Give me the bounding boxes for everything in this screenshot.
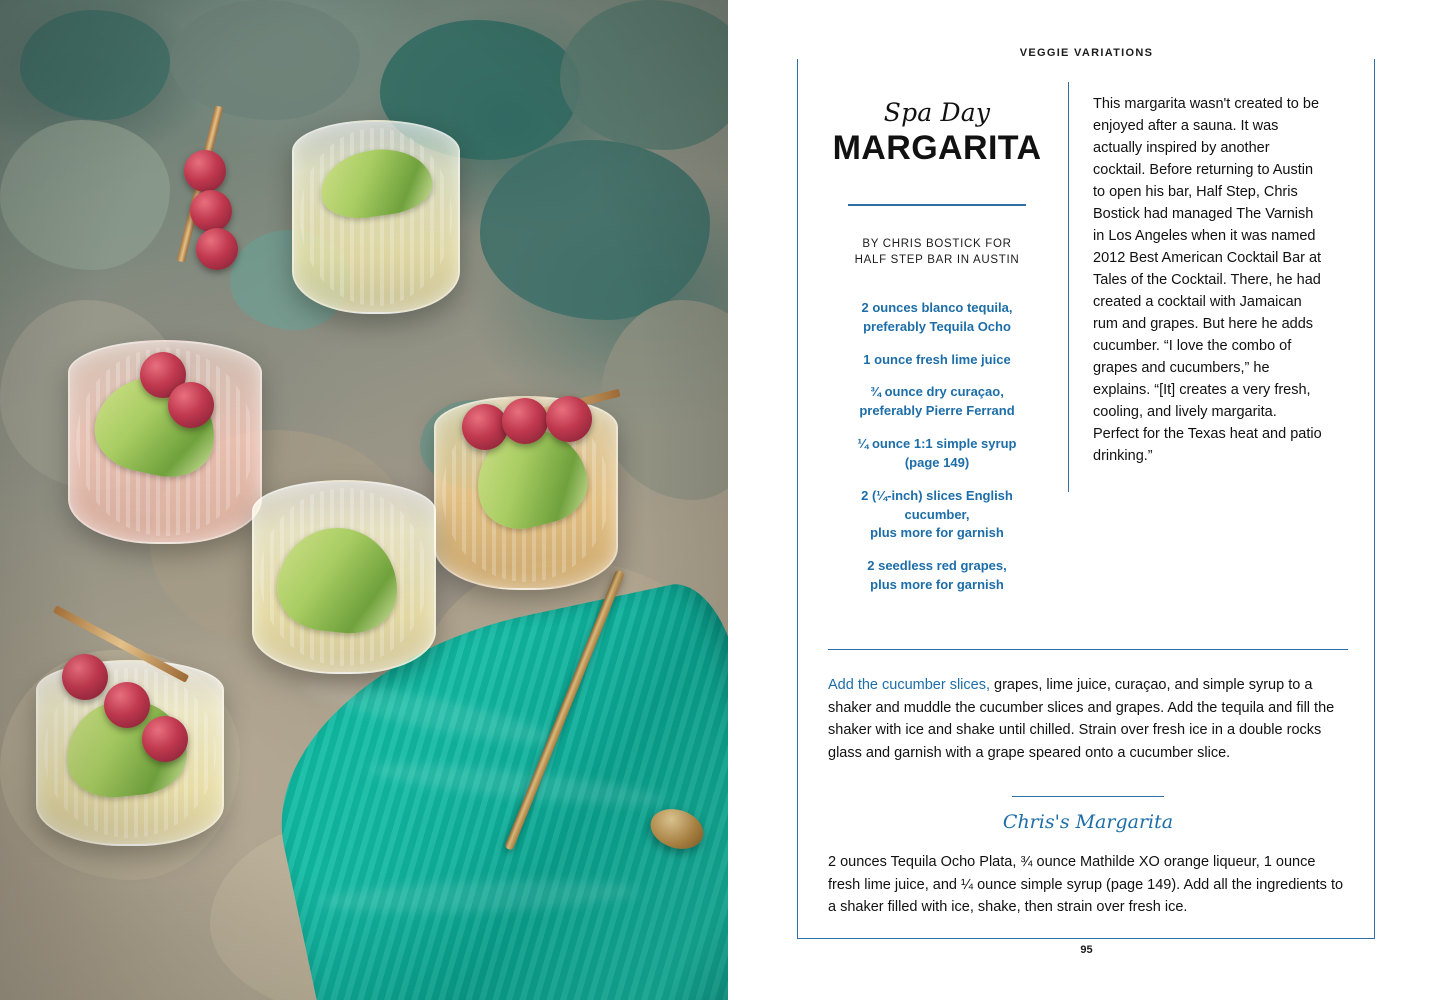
method-lead-in: Add the cucumber slices, (828, 677, 990, 694)
variation-body: 2 ounces Tequila Ocho Plata, ¾ ounce Mathilde XO orange liqueur, 1 ounce fresh lime juice, and ¼ ounce simple syrup (page 149). Add all the ingredients to a shaker filled with ice, shake, then strain over fresh ice. (828, 854, 1344, 916)
recipe-content (828, 78, 1348, 933)
list-item (828, 351, 1046, 370)
title-divider (848, 204, 1026, 206)
stone-shape (0, 120, 170, 270)
cloth-fold (366, 756, 667, 813)
grape-garnish (142, 716, 188, 762)
credit-line-2: HALF STEP BAR IN AUSTIN (854, 254, 1020, 267)
cloth-fold (299, 671, 560, 754)
section-divider (828, 649, 1348, 650)
recipe-credit (828, 236, 1046, 269)
recipe-method (828, 674, 1348, 764)
grape-garnish (104, 682, 150, 728)
list-item (828, 557, 1046, 595)
ingredient-text: 1 ounce fresh lime juice (863, 351, 1011, 367)
variation-divider (1012, 796, 1164, 797)
recipe-top-columns (828, 78, 1348, 609)
grape-garnish (184, 150, 226, 192)
stone-shape (480, 140, 710, 320)
ingredient-text: ¾ ounce dry curaçao, preferably Pierre Ferrand (859, 384, 1015, 419)
ingredient-list (828, 299, 1046, 595)
cloth-fold (318, 876, 639, 917)
grape-garnish (502, 398, 548, 444)
recipe-title: MARGARITA (832, 129, 1042, 167)
ingredient-list-items (828, 299, 1046, 595)
grape-garnish (168, 382, 214, 428)
recipe-page (728, 0, 1445, 1000)
running-head-text: VEGGIE VARIATIONS (1004, 47, 1170, 59)
page-number-text: 95 (1064, 944, 1108, 956)
ingredient-text: 2 (¼-inch) slices English cucumber, plus more for garnish (861, 487, 1013, 541)
running-head (728, 47, 1445, 59)
grape-garnish (196, 228, 238, 270)
variation-title: Chris's Margarita (1002, 811, 1174, 834)
recipe-intro-text: This margarita wasn't created to be enjoyed after a sauna. It was actually inspired by another cocktail. Before returning to Austin to open his bar, Half Step, Chris Bostick had managed The Varnish in Los Angeles when it was named 2012 Best American Cocktail Bar at Tales of the Cocktail. There, he had created a cocktail with Jamaican rum and grapes. But here he adds cucumber. “I love the combo of grapes and cucumbers,” he explains. “[It] creates a very fresh, cooling, and lively margarita. Perfect for the Texas heat and patio drinking.” (1093, 95, 1322, 464)
grape-garnish (62, 654, 108, 700)
ingredient-text: 2 ounces blanco tequila, preferably Tequila Ocho (861, 299, 1013, 334)
recipe-left-column (828, 78, 1068, 609)
list-item (828, 383, 1046, 421)
stone-shape (20, 10, 170, 120)
stone-shape (170, 0, 360, 120)
grape-garnish (546, 396, 592, 442)
page-number (728, 944, 1445, 956)
recipe-right-column (1069, 78, 1325, 609)
method-body: grapes, lime juice, curaçao, and simple syrup to a shaker and muddle the cucumber slices and grapes. Add the tequila and fill the shaker with ice and shake until chilled. Strain over fresh ice in a double rocks glass and garnish with a grape speared onto a cucumber slice. (828, 677, 1335, 761)
grape-garnish (190, 190, 232, 232)
grape-garnish (462, 404, 508, 450)
list-item (828, 435, 1046, 473)
credit-line-1: BY CHRIS BOSTICK FOR (862, 237, 1012, 250)
ingredient-text: 2 seedless red grapes, plus more for garnish (867, 558, 1007, 593)
list-item (828, 487, 1046, 544)
list-item (828, 299, 1046, 337)
recipe-script-title: Spa Day (883, 98, 991, 127)
ingredient-text: ¼ ounce 1:1 simple syrup (page 149) (857, 436, 1017, 470)
